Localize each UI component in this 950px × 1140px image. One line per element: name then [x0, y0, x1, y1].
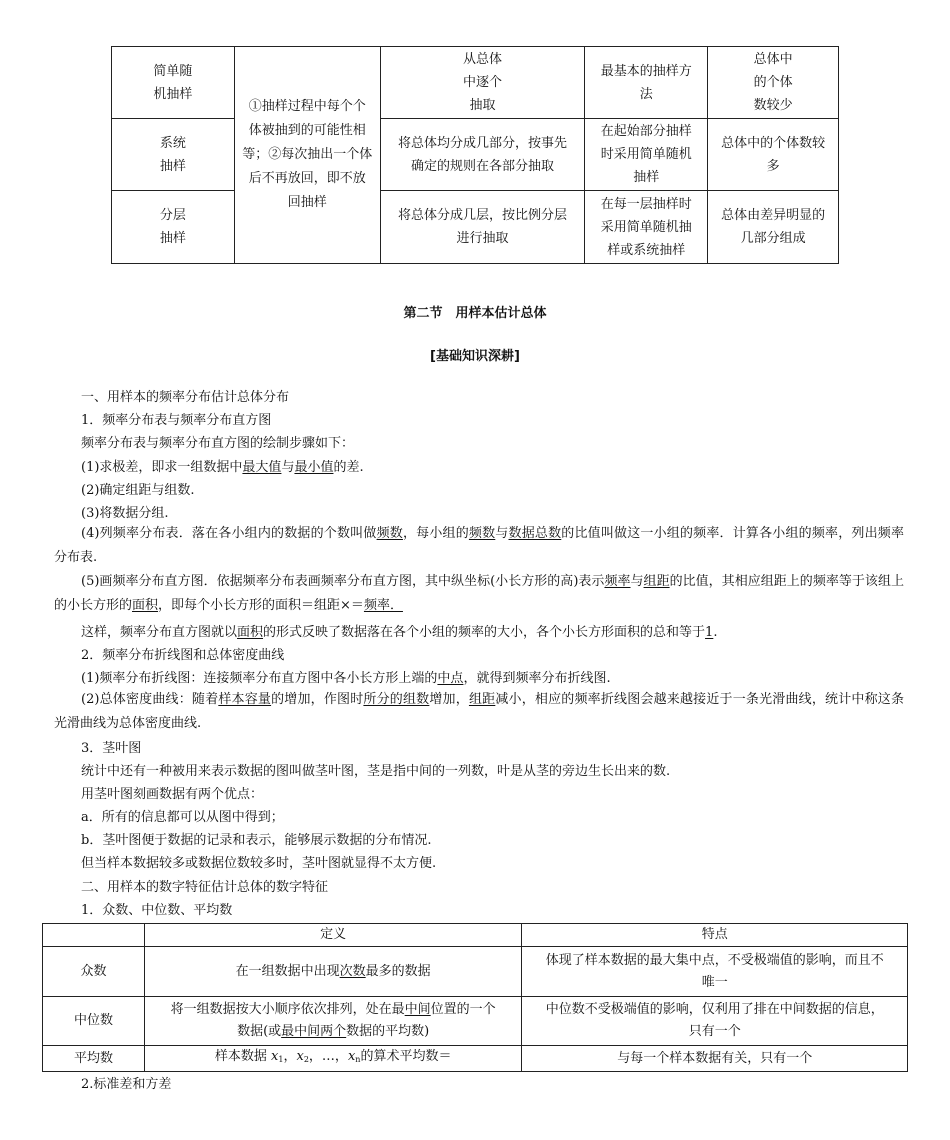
- table-row: [43, 1046, 908, 1072]
- density-text: 增加，: [429, 692, 469, 707]
- stem-leaf-advantages: 用茎叶图刻画数据有两个优点：: [81, 787, 264, 802]
- heading-1-3: 3．茎叶图: [81, 741, 142, 756]
- median-def-text: 数据的平均数): [346, 1024, 430, 1039]
- answer-middle: 中间: [404, 1002, 431, 1017]
- table-header-row: [43, 924, 908, 947]
- scope-simple-random: 总体中 的个体 数较少: [708, 47, 839, 119]
- answer-min: 最小值: [294, 460, 334, 475]
- stem-leaf-drawback: 但当样本数据较多或数据位数较多时，茎叶图就显得不太方便.: [81, 856, 437, 871]
- step-1-text: (1)求极差，即求一组数据中: [81, 460, 243, 475]
- answer-group-count: 所分的组数: [363, 692, 430, 707]
- step-5-text: 与: [630, 574, 644, 589]
- density-curve-definition: [54, 688, 904, 736]
- mean-definition: [144, 1046, 522, 1072]
- var-x: x: [271, 1049, 279, 1064]
- table-row: [43, 947, 908, 997]
- step-5-text: (5)画频率分布直方图．依据频率分布表画频率分布直方图，其中纵坐标(小长方形的高)表示: [81, 574, 605, 589]
- polygon-text: ，就得到频率分布折线图.: [463, 671, 611, 686]
- summary-text: 的形式反映了数据落在各个小组的频率的大小，各个小长方形面积的总和等于: [263, 625, 706, 640]
- stem-leaf-advantage-b: b．茎叶图便于数据的记录和表示，能够展示数据的分布情况.: [81, 833, 432, 848]
- section-title: 第二节 用样本估计总体: [403, 306, 547, 321]
- scope-systematic: 总体中的个体数较 多: [708, 119, 839, 191]
- step-5-text: 的比值，其相应组距上的频率等于该组上的小长方形的: [54, 574, 904, 613]
- answer-one: 1: [705, 625, 714, 640]
- density-text: (2)总体密度曲线：随着: [81, 692, 219, 707]
- sampling-methods-table: [111, 46, 839, 264]
- summary-text: .: [713, 625, 718, 640]
- median-feature: 中位数不受极端值的影响，仅利用了排在中间数据的信息， 只有一个: [522, 997, 908, 1046]
- mode-def-text: 在一组数据中出现: [235, 963, 340, 979]
- mode-definition: [144, 947, 522, 997]
- step-4-text: 与: [495, 526, 509, 541]
- answer-middle-two: 最中间两个: [281, 1024, 347, 1039]
- answer-midpoint: 中点: [437, 671, 464, 686]
- answer-frequency-count: 频数: [376, 526, 403, 541]
- relation-simple-random: 最基本的抽样方 法: [585, 47, 708, 119]
- table-row: [112, 191, 839, 264]
- step-1: [81, 456, 364, 475]
- step-4-text: ，每小组的: [402, 526, 469, 541]
- step-4-text: 的比值叫做这一小组的频率．计算各小组的频率，列出频率分布表.: [54, 526, 904, 565]
- statistics-table: [42, 923, 908, 1072]
- var-x: x: [347, 1049, 356, 1064]
- answer-class-width: 组距: [468, 692, 496, 707]
- subscript: n: [355, 1055, 361, 1064]
- median-name: 中位数: [43, 997, 145, 1046]
- process-systematic: 将总体均分成几部分，按事先 确定的规则在各部分抽取: [380, 119, 585, 191]
- separator: ，: [283, 1049, 297, 1064]
- mode-name: 众数: [43, 947, 145, 997]
- subscript: 1: [278, 1055, 284, 1064]
- polygon-text: (1)频率分布折线图：连接频率分布直方图中各小长方形上端的: [81, 671, 438, 686]
- mode-def-text: 最多的数据: [365, 963, 431, 979]
- step-3: (3)将数据分组.: [81, 506, 169, 521]
- step-5: [54, 570, 904, 618]
- heading-2-2: 2.标准差和方差: [81, 1077, 172, 1092]
- relation-stratified: 在每一层抽样时 采用简单随机抽 样或系统抽样: [585, 191, 708, 264]
- table-row: [43, 997, 908, 1046]
- method-systematic: 系统 抽样: [112, 119, 235, 191]
- answer-times: 次数: [339, 963, 366, 979]
- step-5-text: ，即每个小长方形的面积＝组距×＝: [158, 598, 364, 613]
- table-row: [112, 47, 839, 119]
- heading-1: 一、用样本的频率分布估计总体分布: [81, 390, 290, 405]
- process-simple-random: 从总体 中逐个 抽取: [380, 47, 585, 119]
- density-text: 减小，相应的频率折线图会越来越接近于一条光滑曲线，统计中称这条光滑曲线为总体密度曲线.: [54, 692, 904, 731]
- polygon-definition: [81, 667, 611, 686]
- stem-leaf-advantage-a: a．所有的信息都可以从图中得到；: [81, 810, 284, 825]
- answer-sample-size: 样本容量: [218, 692, 272, 707]
- mean-def-text: 的算术平均数＝: [360, 1049, 452, 1064]
- step-4: [54, 522, 904, 570]
- relation-systematic: 在起始部分抽样 时采用简单随机 抽样: [585, 119, 708, 191]
- histogram-summary: [81, 621, 717, 640]
- answer-frequency-count: 频数: [468, 526, 496, 541]
- stem-leaf-definition: 统计中还有一种被用来表示数据的图叫做茎叶图，茎是指中间的一列数，叶是从茎的旁边生长出来的数.: [81, 764, 671, 779]
- answer-frequency: 频率．: [363, 598, 403, 613]
- table-row: [112, 119, 839, 191]
- answer-class-width: 组距: [643, 574, 670, 589]
- method-simple-random: 简单随 机抽样: [112, 47, 235, 119]
- heading-2-1: 1．众数、中位数、平均数: [81, 903, 233, 918]
- answer-area: 面积: [237, 625, 264, 640]
- var-x: x: [296, 1049, 304, 1064]
- mode-feature: 体现了样本数据的最大集中点，不受极端值的影响，而且不 唯一: [522, 947, 908, 997]
- answer-frequency: 频率: [604, 574, 631, 589]
- step-1-text: 与: [281, 460, 295, 475]
- separator: ，…，: [308, 1049, 348, 1064]
- subscript: 2: [303, 1055, 309, 1064]
- common-features-cell: ①抽样过程中每个个 体被抽到的可能性相 等；②每次抽出一个体 后不再放回，即不放 回抽样: [234, 47, 380, 264]
- heading-1-2: 2．频率分布折线图和总体密度曲线: [81, 648, 285, 663]
- mean-name: 平均数: [43, 1046, 145, 1072]
- median-definition: [144, 997, 522, 1046]
- method-stratified: 分层 抽样: [112, 191, 235, 264]
- intro-text: 频率分布表与频率分布直方图的绘制步骤如下：: [81, 436, 355, 451]
- mean-feature: 与每一个样本数据有关，只有一个: [522, 1046, 908, 1072]
- median-def-text: 数据(或: [237, 1024, 282, 1039]
- summary-text: 这样，频率分布直方图就以: [81, 625, 238, 640]
- density-text: 的增加，作图时: [271, 692, 364, 707]
- header-empty: [43, 924, 145, 947]
- median-def-text: 将一组数据按大小顺序依次排列，处在最: [170, 1002, 405, 1017]
- heading-2: 二、用样本的数字特征估计总体的数字特征: [81, 880, 329, 895]
- mean-def-text: 样本数据: [214, 1049, 272, 1064]
- step-1-text: 的差.: [333, 460, 364, 475]
- answer-area: 面积: [132, 598, 159, 613]
- step-2: (2)确定组距与组数.: [81, 483, 195, 498]
- step-4-text: (4)列频率分布表．落在各小组内的数据的个数叫做: [81, 526, 377, 541]
- process-stratified: 将总体分成几层，按比例分层 进行抽取: [380, 191, 585, 264]
- header-feature: 特点: [522, 924, 908, 947]
- answer-max: 最大值: [242, 460, 282, 475]
- section-subtitle: [基础知识深耕]: [430, 349, 520, 364]
- median-def-text: 位置的一个: [430, 1002, 496, 1017]
- header-definition: 定义: [144, 924, 522, 947]
- answer-total-data: 数据总数: [508, 526, 562, 541]
- heading-1-1: 1．频率分布表与频率分布直方图: [81, 413, 272, 428]
- scope-stratified: 总体由差异明显的 几部分组成: [708, 191, 839, 264]
